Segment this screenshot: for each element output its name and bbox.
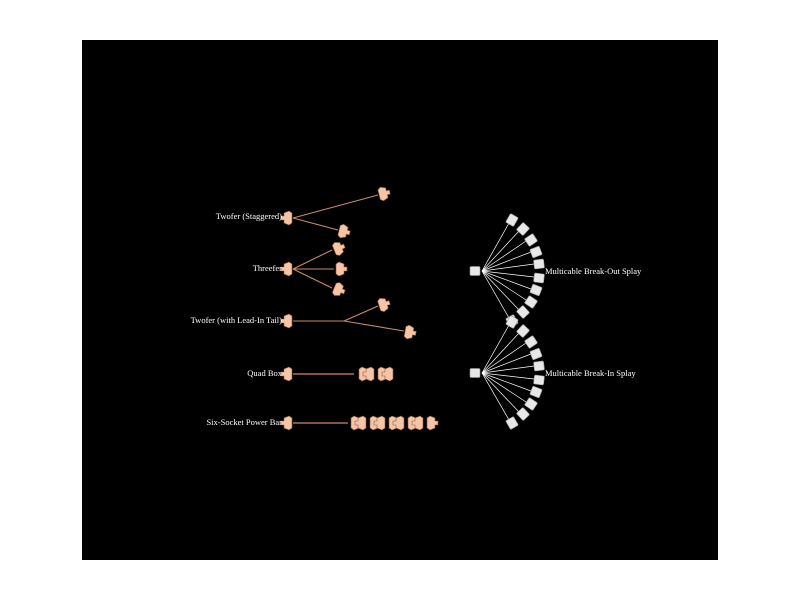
diagram-multicable-break-out-splay <box>470 213 545 327</box>
cable-diagram-svg <box>82 40 718 560</box>
label-threefer: Threefer <box>252 263 282 273</box>
diagram-twofer-staggered <box>281 185 391 239</box>
label-twofer-lead-in-tail: Twofer (with Lead-In Tail) <box>190 315 282 325</box>
diagram-quad-box <box>281 367 393 381</box>
label-twofer-staggered: Twofer (Staggered) <box>215 211 282 221</box>
diagram-multicable-break-in-splay <box>470 315 545 429</box>
label-multicable-break-out-splay: Multicable Break-Out Splay <box>545 266 642 276</box>
diagram-six-socket-power-bar <box>281 416 438 430</box>
label-quad-box: Quad Box <box>247 368 282 378</box>
diagram-threefer <box>281 240 347 299</box>
label-multicable-break-in-splay: Multicable Break-In Splay <box>545 368 636 378</box>
diagram-twofer-lead-in-tail <box>281 296 417 340</box>
label-six-socket-power-bar: Six-Socket Power Bar <box>206 417 282 427</box>
slide-body <box>82 40 718 560</box>
